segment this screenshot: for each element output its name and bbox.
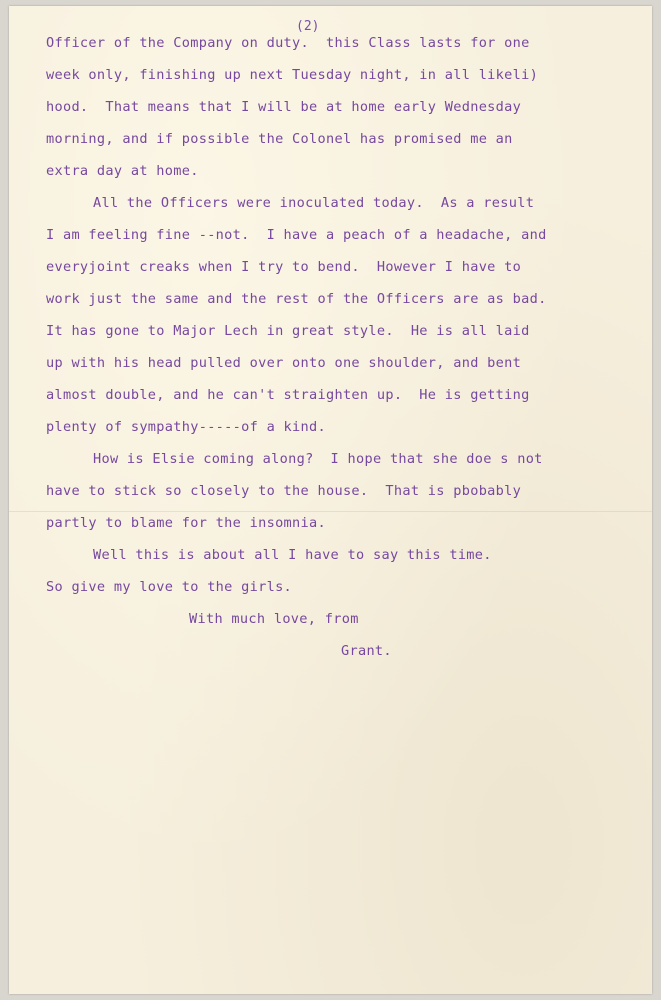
text-line: Well this is about all I have to say this time. bbox=[93, 547, 492, 563]
text-line: work just the same and the rest of the Officers are as bad. bbox=[46, 291, 547, 307]
paper-fold-line bbox=[9, 511, 652, 512]
text-line: How is Elsie coming along? I hope that she doe s not bbox=[93, 451, 543, 467]
text-line: everyjoint creaks when I try to bend. However I have to bbox=[46, 259, 522, 275]
text-line: partly to blame for the insomnia. bbox=[46, 515, 326, 531]
text-line: up with his head pulled over onto one shoulder, and bent bbox=[46, 355, 522, 371]
text-line: Officer of the Company on duty. this Class lasts for one bbox=[46, 35, 530, 51]
letter-page bbox=[9, 6, 652, 994]
text-line: All the Officers were inoculated today. As a result bbox=[93, 195, 535, 211]
page-number: (2) bbox=[296, 19, 320, 34]
text-line: It has gone to Major Lech in great style. He is all laid bbox=[46, 323, 530, 339]
text-line: I am feeling fine --not. I have a peach of a headache, and bbox=[46, 227, 547, 243]
text-line: have to stick so closely to the house. That is pbobably bbox=[46, 483, 522, 499]
signature: Grant. bbox=[341, 643, 392, 659]
text-line: morning, and if possible the Colonel has promised me an bbox=[46, 131, 513, 147]
text-line: extra day at home. bbox=[46, 163, 199, 179]
text-line: almost double, and he can't straighten up. He is getting bbox=[46, 387, 530, 403]
text-line: week only, finishing up next Tuesday night, in all likeli) bbox=[46, 67, 539, 83]
text-line: plenty of sympathy-----of a kind. bbox=[46, 419, 326, 435]
text-line: So give my love to the girls. bbox=[46, 579, 293, 595]
closing-line: With much love, from bbox=[189, 611, 359, 627]
text-line: hood. That means that I will be at home early Wednesday bbox=[46, 99, 522, 115]
